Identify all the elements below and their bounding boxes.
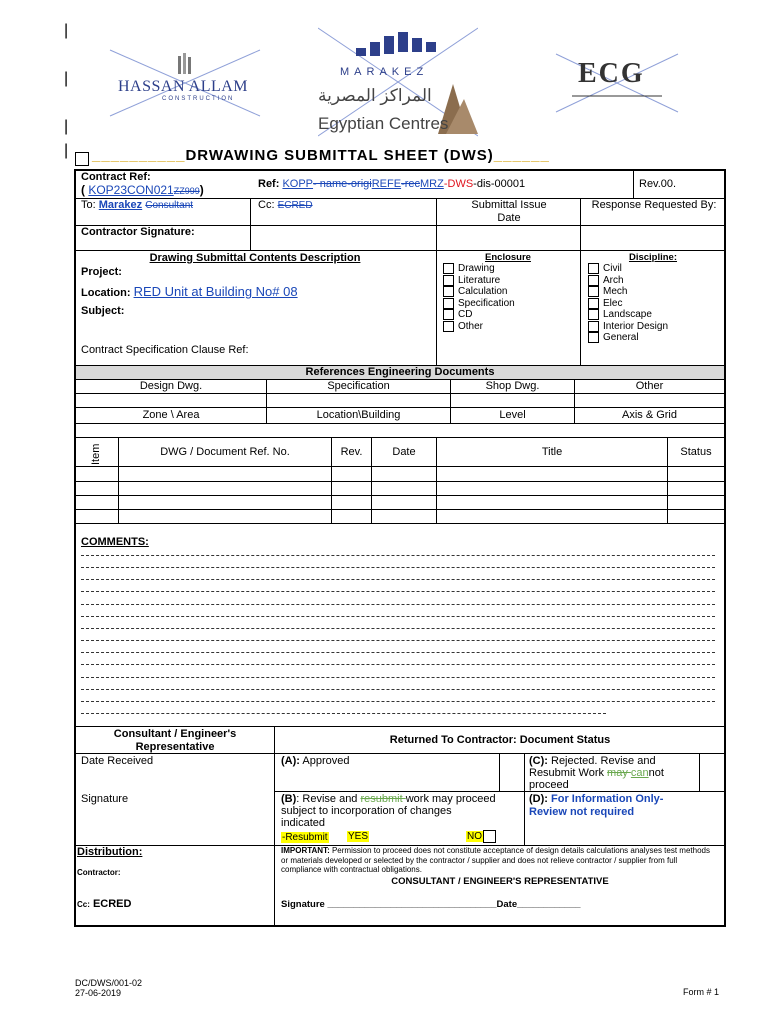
important-signature-label: Signature — [281, 899, 325, 910]
checkbox[interactable] — [588, 321, 599, 332]
resubmit-no[interactable]: NO — [467, 831, 482, 842]
margin-mark: | — [64, 142, 69, 159]
checkbox[interactable] — [443, 275, 454, 286]
enclosure-list — [443, 263, 515, 332]
project-label: Project: — [81, 266, 122, 278]
cc-label: Cc: — [258, 199, 275, 211]
status-d-label: (D): — [529, 793, 548, 805]
contract-ref-open: ( — [81, 183, 89, 197]
ref-axis-grid: Axis & Grid — [621, 409, 677, 421]
discipline-item-label: Elec — [603, 297, 623, 309]
status-b-label: (B) — [281, 793, 297, 805]
important-date-line[interactable]: ____________ — [517, 899, 581, 910]
status-d — [529, 793, 699, 819]
ref-specification: Specification — [327, 380, 390, 392]
ref-location-building: Location\Building — [316, 409, 401, 421]
title-text: DRWAWING SUBMITTAL SHEET (DWS) — [185, 147, 494, 164]
location-field — [81, 284, 298, 299]
subject-label: Subject: — [81, 305, 125, 317]
ref-part-kopp: KOPP — [282, 178, 314, 190]
ref-part-name-origi: - name-origi — [313, 178, 372, 190]
contract-ref-label: Contract Ref: — [81, 171, 151, 183]
distribution-cc-value: ECRED — [92, 898, 132, 910]
status-b-text1: : Revise and — [296, 793, 361, 805]
checkbox[interactable] — [588, 263, 599, 274]
important-text: Permission to proceed does not constitute acceptance of design details calculations analyses test methods or materials developed or selected by the contractor / supplier and does not relieve contractor / supplier from full compliance with contractual obligations. — [281, 846, 710, 874]
checkbox[interactable] — [443, 298, 454, 309]
date-received-label: Date Received — [81, 755, 154, 767]
status-a-label: (A): — [281, 755, 300, 767]
ref-shop-dwg: Shop Dwg. — [485, 380, 540, 392]
to-label: To: — [81, 199, 96, 211]
to-old-value: Consultant — [145, 200, 194, 211]
marakez-name: MARAKEZ — [340, 66, 429, 78]
doc-header-title: Title — [541, 446, 563, 458]
enclosure-item-label: Literature — [458, 274, 501, 286]
marakez-logo — [318, 24, 478, 142]
discipline-list — [588, 263, 668, 344]
rev-number: Rev.00. — [639, 178, 677, 190]
distribution-label: Distribution: — [77, 846, 143, 858]
status-c-text2: not proceed — [529, 767, 664, 791]
cc-field — [258, 199, 313, 211]
consultant-rep-title: Consultant / Engineer's Representative — [113, 728, 237, 753]
returned-title: Returned To Contractor: Document Status — [389, 734, 611, 746]
ecg-name: ECG — [578, 58, 645, 89]
location-label: Location: — [81, 287, 131, 299]
response-requested-label: Response Requested By: — [591, 199, 717, 211]
distribution-cc — [77, 898, 131, 910]
ref-part-mrz: MRZ — [420, 178, 444, 190]
status-b-strike: resubmit — [360, 793, 406, 805]
enclosure-drawing[interactable] — [443, 263, 515, 275]
margin-mark: | — [64, 70, 69, 87]
footer-code: DC/DWS/001-02 — [75, 978, 143, 988]
location-value: RED Unit at Building No# 08 — [133, 284, 298, 299]
to-field — [81, 199, 193, 211]
ref-label: Ref: — [258, 178, 280, 190]
doc-header-date: Date — [392, 446, 416, 458]
marakez-sub: Egyptian Centres — [318, 114, 449, 133]
cc-value: ECRED — [277, 200, 313, 211]
status-c — [529, 755, 694, 791]
enclosure-other[interactable] — [443, 321, 515, 333]
status-a-text: Approved — [302, 755, 350, 767]
signature-label: Signature — [81, 793, 129, 805]
doc-header-item: Item — [90, 443, 102, 465]
margin-mark: | — [64, 22, 69, 39]
doc-header-status: Status — [680, 446, 712, 458]
discipline-civil[interactable] — [588, 263, 668, 275]
distribution-cc-label: Cc: — [77, 900, 90, 909]
checkbox[interactable] — [588, 309, 599, 320]
checkbox[interactable] — [443, 321, 454, 332]
ref-zone-area: Zone \ Area — [142, 409, 200, 421]
enclosure-item-label: Drawing — [458, 263, 495, 275]
hassan-allam-logo — [100, 48, 270, 118]
discipline-item-label: Mech — [603, 286, 628, 298]
contract-ref-close: ) — [199, 183, 204, 197]
title-blank-right: ______ — [493, 147, 550, 164]
status-b — [281, 793, 496, 829]
discipline-item-label: Civil — [603, 263, 622, 275]
checkbox[interactable] — [588, 275, 599, 286]
hassan-allam-name: HASSAN ALLAM — [118, 78, 249, 95]
contract-ref-number: KOP23CON021 — [88, 183, 174, 197]
ref-part-number: -dis-00001 — [473, 178, 526, 190]
discipline-item-label: Landscape — [603, 309, 652, 321]
discipline-elec[interactable] — [588, 298, 668, 310]
references-title: References Engineering Documents — [305, 366, 495, 378]
discipline-item-label: Interior Design — [603, 320, 669, 332]
checkbox[interactable] — [588, 286, 599, 297]
clause-label: Contract Specification Clause Ref: — [81, 344, 249, 356]
title-checkbox[interactable] — [75, 152, 89, 166]
marakez-arabic: المراكز المصرية — [318, 86, 432, 105]
status-d-text: For Information Only- Review not required — [529, 793, 664, 818]
checkbox[interactable] — [588, 332, 599, 343]
enclosure-cd[interactable] — [443, 309, 515, 321]
contract-ref-value — [81, 183, 204, 197]
discipline-title: Discipline: — [628, 252, 678, 263]
checkbox[interactable] — [588, 298, 599, 309]
title-blank-left: __________ — [92, 147, 186, 164]
ref-part-rec: -rec — [401, 178, 421, 190]
margin-mark: | — [64, 118, 69, 135]
ref-part-refe: REFE — [371, 178, 402, 190]
discipline-item-label: Arch — [603, 274, 624, 286]
important-label: IMPORTANT: — [281, 846, 330, 855]
discipline-general[interactable] — [588, 332, 668, 344]
resubmit-label: -Resubmit — [282, 832, 328, 843]
status-c-can: can — [630, 767, 649, 779]
status-b-text2: work may proceed subject to incorporation of changes indicated — [281, 793, 496, 829]
discipline-interior-design[interactable] — [588, 321, 668, 333]
ecg-logo — [552, 50, 682, 114]
discipline-arch[interactable] — [588, 275, 668, 287]
ref-other: Other — [635, 380, 664, 392]
enclosure-item-label: Calculation — [458, 286, 508, 298]
discipline-mech[interactable] — [588, 286, 668, 298]
hassan-allam-sub: CONSTRUCTION — [162, 96, 235, 102]
footer-date: 27-06-2019 — [75, 988, 122, 998]
contract-ref-old: ZZ999 — [173, 186, 200, 196]
ref-field — [258, 178, 525, 190]
important-signature-line[interactable]: ________________________________ — [327, 899, 497, 910]
checkbox[interactable] — [443, 263, 454, 274]
enclosure-calculation[interactable] — [443, 286, 515, 298]
resubmit-checkbox[interactable] — [483, 830, 496, 843]
ref-level: Level — [499, 409, 526, 421]
ref-design-dwg: Design Dwg. — [139, 380, 203, 392]
discipline-item-label: General — [603, 332, 639, 344]
discipline-landscape[interactable] — [588, 309, 668, 321]
submittal-issue-date-label: Submittal Issue Date — [471, 199, 547, 224]
contents-title: Drawing Submittal Contents Description — [149, 252, 361, 264]
enclosure-title: Enclosure — [485, 252, 531, 263]
status-a — [281, 755, 349, 767]
doc-header-rev: Rev. — [340, 446, 363, 458]
important-note — [281, 846, 711, 875]
status-c-strike: may — [607, 767, 631, 779]
doc-header-ref-no: DWG / Document Ref. No. — [160, 446, 290, 458]
to-value: Marakez — [98, 199, 143, 211]
enclosure-item-label: Specification — [458, 297, 515, 309]
signature-date-line — [281, 899, 581, 910]
resubmit-yes[interactable]: YES — [348, 831, 369, 842]
contractor-signature-label: Contractor Signature: — [81, 226, 195, 238]
checkbox[interactable] — [443, 286, 454, 297]
status-c-label: (C): — [529, 755, 548, 767]
important-date-label: Date — [496, 899, 518, 910]
status-c-text1: Rejected. Revise and Resubmit Work — [529, 755, 656, 779]
important-rep: CONSULTANT / ENGINEER'S REPRESENTATIVE — [391, 876, 609, 887]
footer-form: Form # 1 — [683, 987, 720, 997]
enclosure-specification[interactable] — [443, 298, 515, 310]
comments-label: COMMENTS: — [81, 536, 149, 548]
page-title — [92, 147, 550, 164]
enclosure-item-label: Other — [458, 320, 484, 332]
enclosure-item-label: CD — [458, 309, 473, 321]
distribution-contractor: Contractor: — [77, 868, 121, 877]
ref-part-dws: -DWS — [443, 178, 474, 190]
checkbox[interactable] — [443, 309, 454, 320]
enclosure-literature[interactable] — [443, 275, 515, 287]
